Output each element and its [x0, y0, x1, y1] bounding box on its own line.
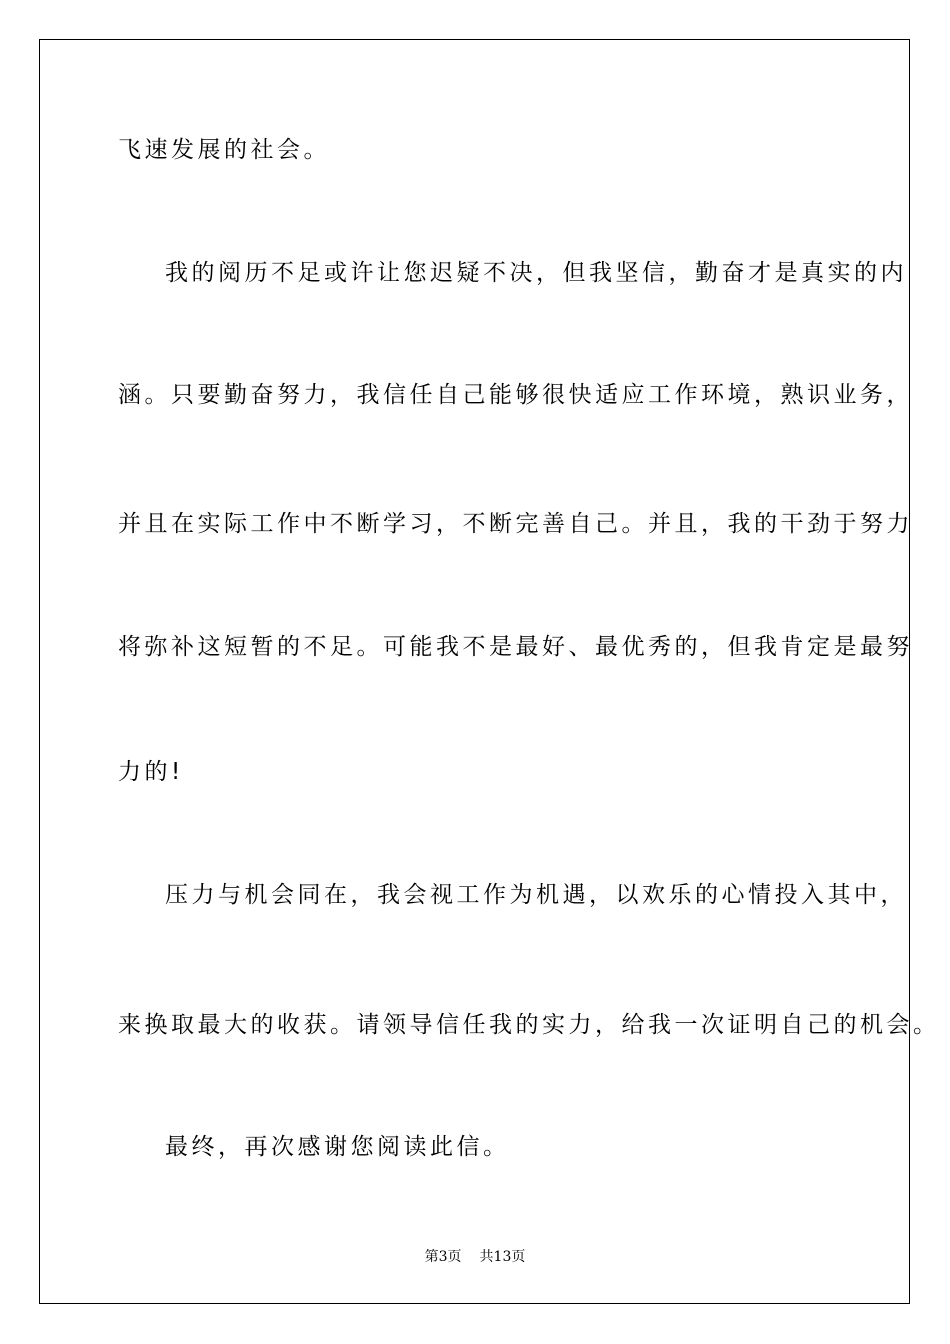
text-line-9: 最终，再次感谢您阅读此信。: [165, 1134, 510, 1160]
text-line-6: 力的!: [118, 759, 184, 785]
page-total: 共13页: [479, 1249, 526, 1265]
text-line-5: 将弥补这短暂的不足。可能我不是最好、最优秀的，但我肯定是最努: [118, 634, 913, 660]
page-border: [39, 39, 910, 1304]
text-line-4: 并且在实际工作中不断学习，不断完善自己。并且，我的干劲于努力: [118, 511, 913, 537]
text-line-2: 我的阅历不足或许让您迟疑不决，但我坚信，勤奋才是真实的内: [165, 260, 907, 286]
text-line-8: 来换取最大的收获。请领导信任我的实力，给我一次证明自己的机会。: [118, 1012, 940, 1038]
text-line-7: 压力与机会同在，我会视工作为机遇，以欢乐的心情投入其中，: [165, 882, 907, 908]
page-number: 第3页: [424, 1249, 462, 1265]
page-footer: [0, 1248, 950, 1266]
text-line-1: 飞速发展的社会。: [118, 137, 330, 163]
text-line-3: 涵。只要勤奋努力，我信任自己能够很快适应工作环境，熟识业务，: [118, 382, 913, 408]
